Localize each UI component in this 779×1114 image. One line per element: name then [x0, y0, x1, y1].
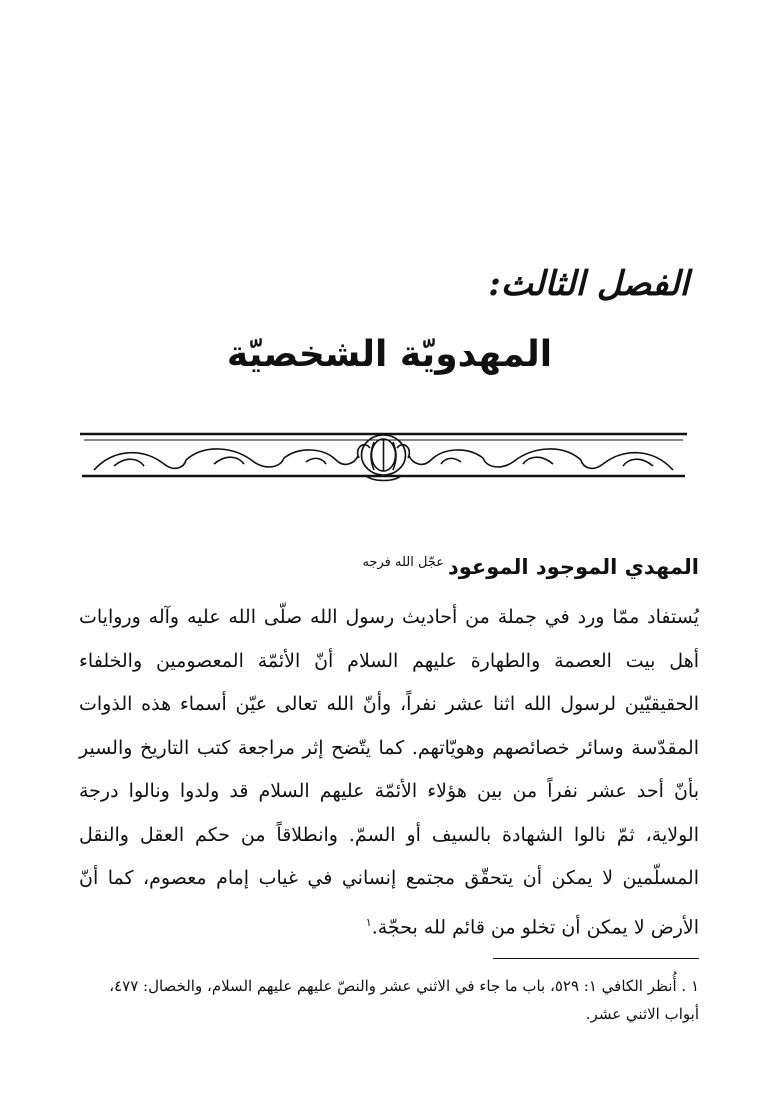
section-heading-text: المهدي الموجود الموعود	[447, 555, 699, 579]
footnote-reference[interactable]: ١	[365, 915, 372, 929]
honorific-mark: عجّل الله فرجه	[362, 555, 444, 570]
ornamental-divider	[74, 418, 693, 492]
body-paragraph	[79, 596, 699, 949]
section-heading	[79, 547, 699, 583]
chapter-title: المهدويّة الشخصيّة	[226, 334, 553, 375]
chapter-label: الفصل الثالث:	[488, 264, 689, 304]
footnote-separator	[493, 958, 699, 959]
footnote: ١ . أُنظر الكافي ١: ٥٢٩، باب ما جاء في الاثني عشر والنصّ عليهم عليهم السلام، والخصال: ٤٧٧، أبواب الاثني عشر.	[109, 977, 699, 1023]
paragraph-text: يُستفاد ممّا ورد في جملة من أحاديث رسول الله صلّى الله عليه وآله وروايات أهل بيت العصمة والطهارة عليهم السلام أنّ الأئمّة المعصومين والخلفاء الحقيقيّين لرسول الله اثنا عشر نفراً، وأنّ الله تعالى عيّن أسماء هذه الذوات المقدّسة وسائر خصائصهم وهويّاتهم. كما يتّضح إثر مراجعة كتب التاريخ والسير بأنّ أحد عشر نفراً من بين هؤلاء الأئمّة عليهم السلام قد ولدوا ونالوا درجة الولاية، ثمّ نالوا الشهادة بالسيف أو السمّ. وانطلاقاً من حكم العقل والنقل المسلّمين لا يمكن أن يتحقّق مجتمع إنساني في غياب إمام معصوم، كما أنّ الأرض لا يمكن أن تخلو من قائم لله بحجّة.	[79, 606, 699, 938]
